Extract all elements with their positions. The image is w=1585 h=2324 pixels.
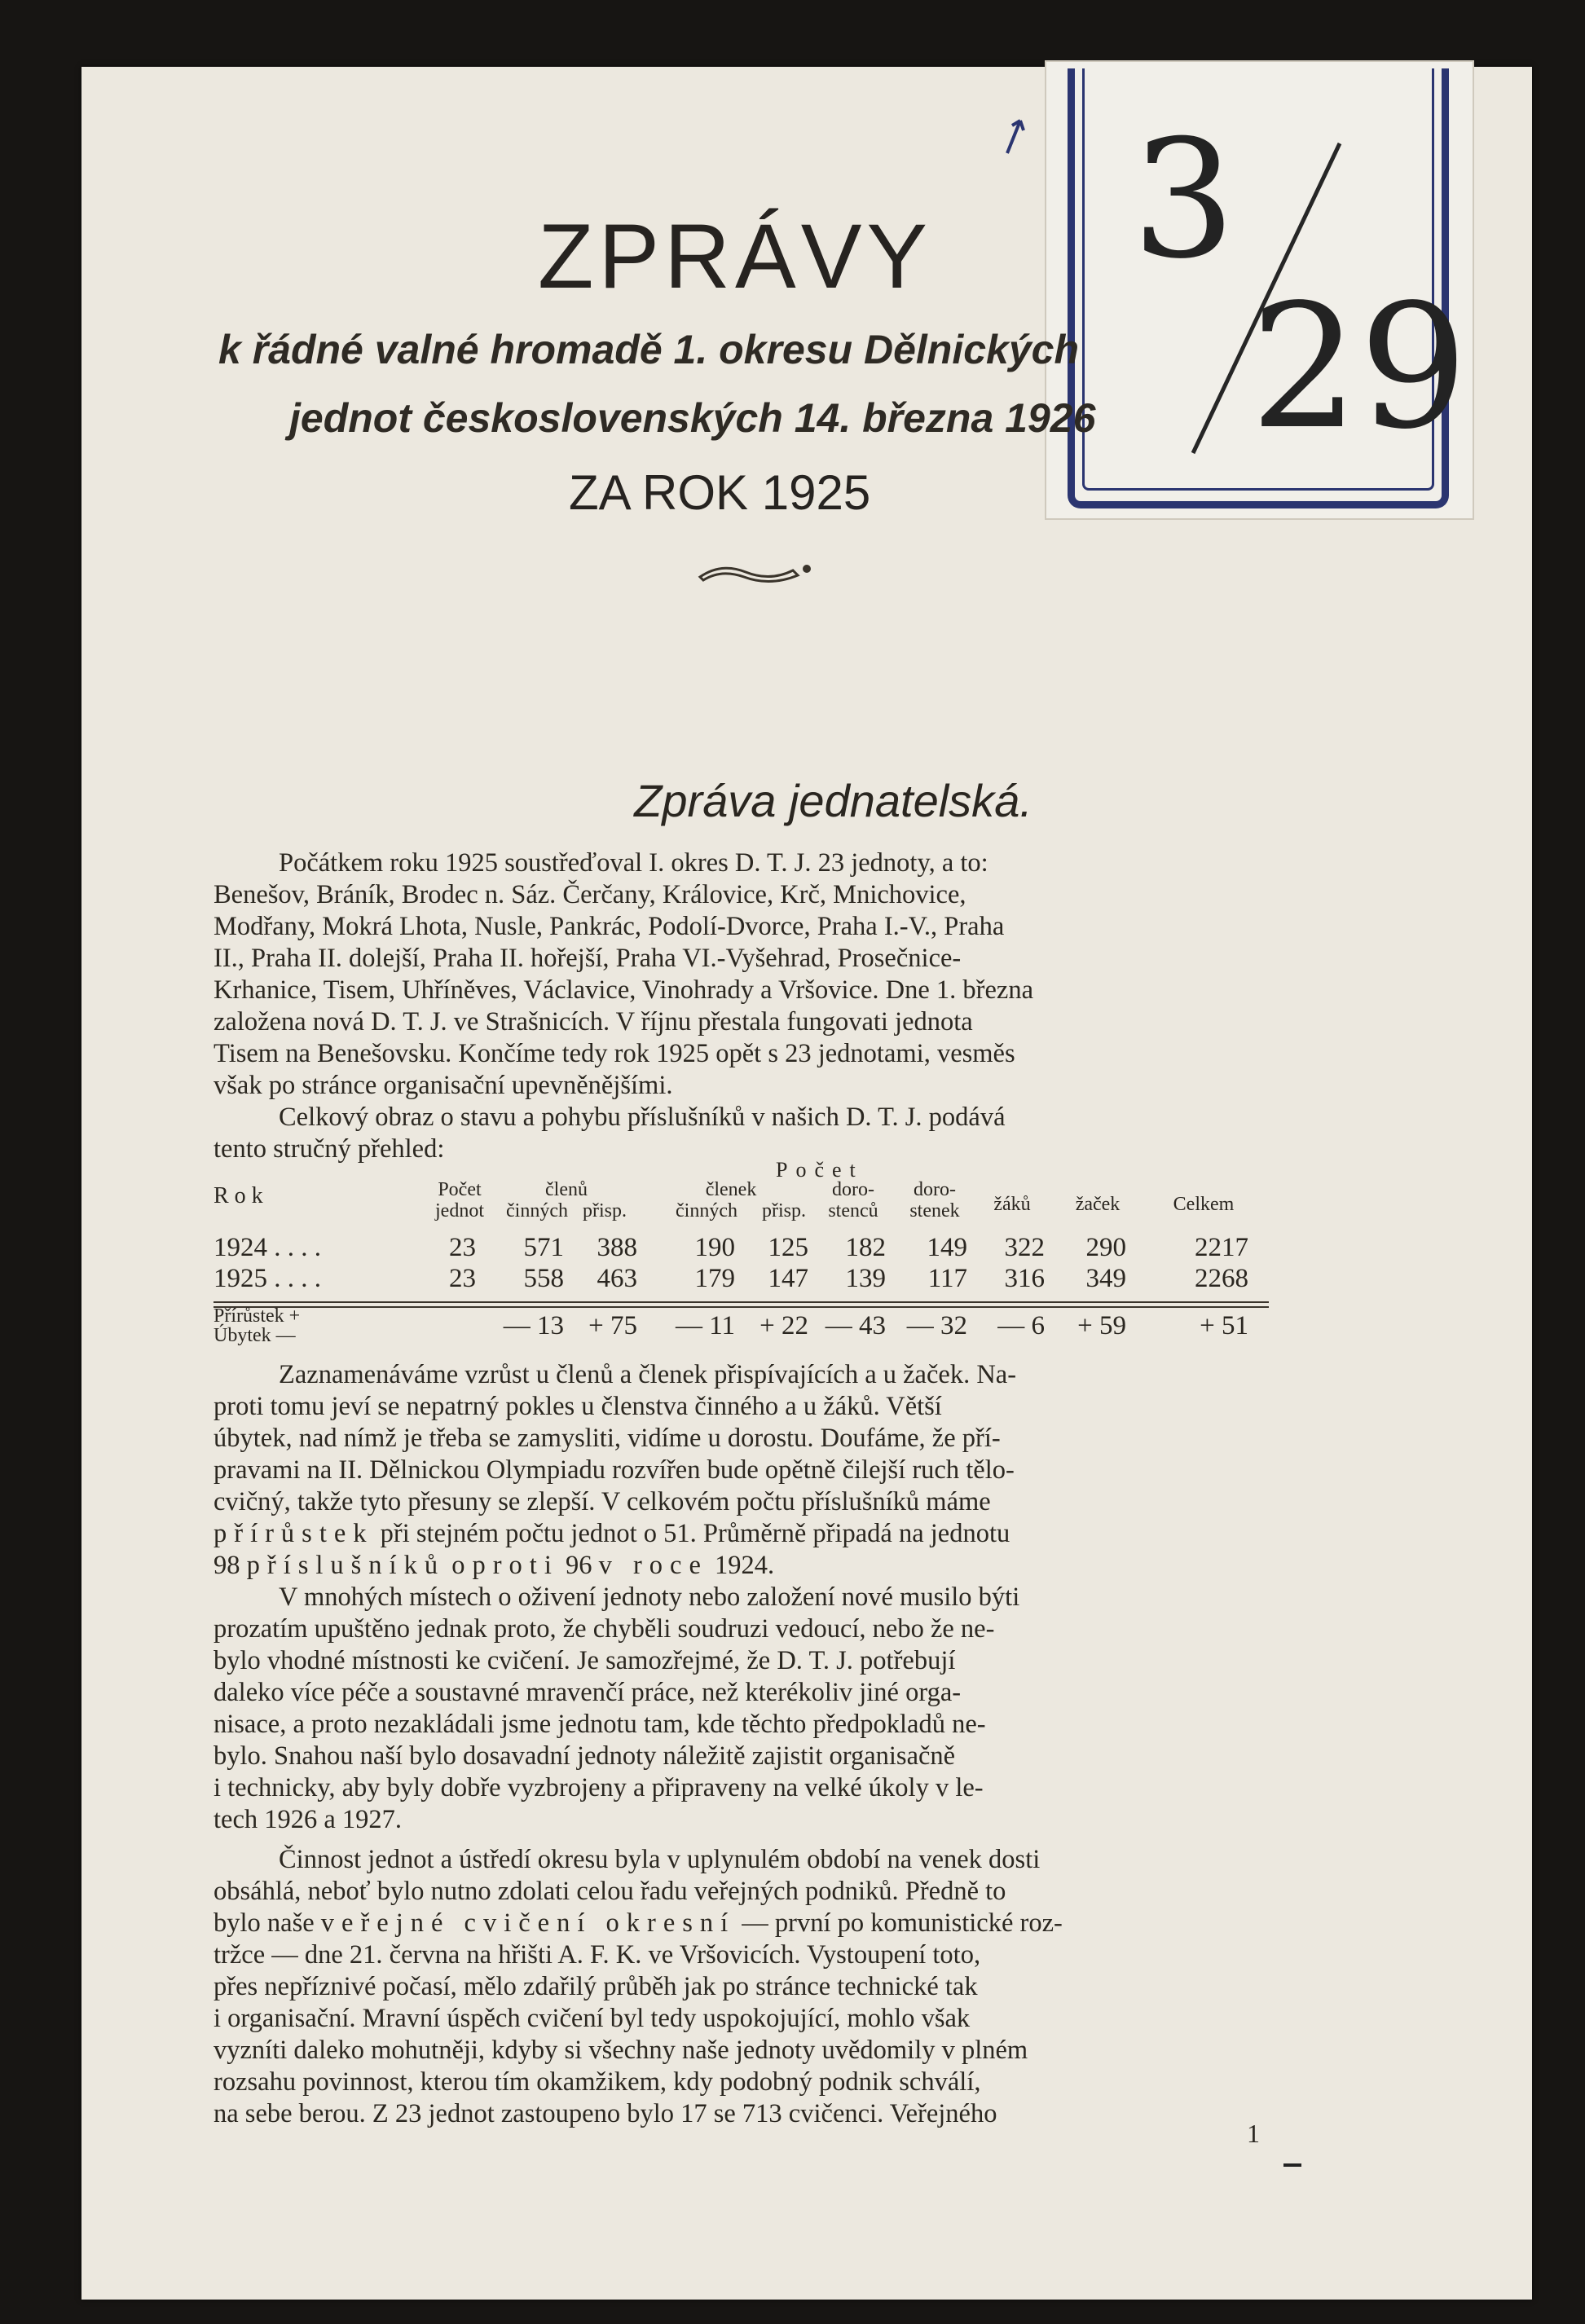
cell-jednot: 23 — [449, 1233, 476, 1262]
para1-line: II., Praha II. dolejší, Praha II. hořejší, Praha VI.-Vyšehrad, Prosečnice- — [214, 944, 962, 973]
cell-diff-zacek: + 59 — [1077, 1311, 1126, 1340]
text: bylo naše — [214, 1908, 321, 1938]
paragraph-3 — [214, 1359, 1265, 2130]
para1-line: Benešov, Bráník, Brodec n. Sáz. Čerčany, Královice, Krč, Mnichovice, — [214, 880, 966, 909]
table-row-diff — [214, 1311, 1269, 1344]
para4-line: tech 1926 a 1927. — [214, 1805, 403, 1834]
col-header-text: Počet — [438, 1179, 482, 1200]
spaced-text: v roce — [598, 1551, 708, 1580]
para3-line — [214, 1550, 1265, 1582]
cell-diff-clenu-prisp: + 75 — [588, 1311, 637, 1340]
cell-dorostencu: 182 — [845, 1233, 886, 1262]
col-header-zacek: žaček — [1075, 1194, 1121, 1215]
para4-line: V mnohých místech o oživení jednoty nebo založení nové musilo býti — [279, 1582, 1020, 1612]
para5-line: přes nepříznivé počasí, mělo zdařilý průběh jak po stránce technické tak — [214, 1972, 978, 2001]
table-row — [214, 1233, 1269, 1265]
cell-zacek: 290 — [1085, 1233, 1126, 1262]
spaced-text: oproti — [451, 1551, 559, 1580]
spaced-text: přírůstek — [214, 1519, 374, 1548]
col-header-jednot — [427, 1179, 492, 1221]
para4-line: prozatím upuštěno jednak proto, že chyběli soudruzi vedoucí, nebo že ne- — [214, 1614, 995, 1644]
text: 96 — [558, 1551, 599, 1580]
cell-diff-dorostenek: — 32 — [906, 1311, 967, 1340]
cell-dorostencu: 139 — [845, 1264, 886, 1293]
table-rule — [214, 1301, 1269, 1303]
col-header-clenu-prisp: přisp. — [583, 1200, 627, 1221]
para1-line: však po stránce organisační upevněnějšími. — [214, 1071, 673, 1100]
cell-clenek-cinnych: 190 — [694, 1233, 735, 1262]
cell-diff-celkem: + 51 — [1200, 1311, 1248, 1340]
col-header-dorostencu — [817, 1179, 890, 1221]
para1-line: Modřany, Mokrá Lhota, Nusle, Pankrác, Podolí-Dvorce, Praha I.-V., Praha — [214, 912, 1005, 941]
col-header-text: stenek — [909, 1200, 960, 1221]
para3-line: Zaznamenáváme vzrůst u členů a členek přispívajících a u žaček. Na- — [279, 1360, 1017, 1389]
para3-line: pravami na II. Dělnickou Olympiadu rozvířen bude opětně čilejší ruch tělo- — [214, 1455, 1015, 1485]
col-header-celkem: Celkem — [1173, 1194, 1235, 1215]
diff-label-decrease: Úbytek — — [214, 1325, 296, 1346]
paragraph-1 — [214, 847, 1265, 1165]
cell-clenu-cinnych: 558 — [523, 1264, 564, 1293]
para4-line: nisace, a proto nezakládali jsme jednotu tam, kde těchto předpokladů ne- — [214, 1710, 986, 1739]
para1-line: založena nová D. T. J. ve Strašnicích. V říjnu přestala fungovati jednota — [214, 1007, 973, 1037]
stamp-top-number: 3 — [1132, 105, 1236, 295]
cell-clenu-prisp: 388 — [597, 1233, 637, 1262]
cell-clenek-prisp: 147 — [768, 1264, 808, 1293]
para1-line: Krhanice, Tisem, Uhříněves, Václavice, Vinohrady a Vršovice. Dne 1. března — [214, 975, 1034, 1005]
cell-diff-zaku: — 6 — [997, 1311, 1045, 1340]
text: — první po komunistické roz- — [735, 1908, 1063, 1938]
para5-line: rozsahu povinnost, kterou tím okamžikem, kdy podobný podnik schválí, — [214, 2067, 981, 2097]
para3-line: proti tomu jeví se nepatrný pokles u členstva činného a u žáků. Větší — [214, 1392, 942, 1421]
col-header-clenu-cinnych: činných — [506, 1200, 568, 1221]
para5-line: Činnost jednot a ústředí okresu byla v uplynulém období na venek dosti — [279, 1845, 1041, 1874]
col-header-dorostenek — [898, 1179, 971, 1221]
section-heading: Zpráva jednatelská. — [634, 775, 1032, 826]
col-header-clenek-prisp: přisp. — [762, 1200, 806, 1221]
spaced-text: příslušníků — [246, 1551, 446, 1580]
cell-zacek: 349 — [1085, 1264, 1126, 1293]
col-header-rok: R o k — [214, 1183, 263, 1208]
cell-year: 1924 . . . . — [214, 1233, 321, 1262]
cell-celkem: 2217 — [1195, 1233, 1248, 1262]
col-header-text: doro- — [832, 1179, 874, 1200]
para4-line: i technicky, aby byly dobře vyzbrojeny a připraveny na velké úkoly v le- — [214, 1773, 984, 1802]
para5-line — [214, 1908, 1265, 1939]
cell-clenek-cinnych: 179 — [694, 1264, 735, 1293]
table-super-header: Počet — [776, 1158, 864, 1182]
cell-year: 1925 . . . . — [214, 1264, 321, 1293]
cell-dorostenek: 149 — [927, 1233, 967, 1262]
para3-line — [214, 1518, 1265, 1550]
cell-zaku: 316 — [1004, 1264, 1045, 1293]
para5-line: vyzníti daleko mohutněji, kdyby si všechny naše jednoty uvědomily v plném — [214, 2036, 1028, 2065]
col-header-text: stenců — [828, 1200, 878, 1221]
para4-line: daleko více péče a soustavné mravenčí práce, než kterékoliv jiné orga- — [214, 1678, 962, 1707]
cell-diff-clenek-cinnych: — 11 — [675, 1311, 735, 1340]
para3-line: úbytek, nad nímž je třeba se zamysliti, vidíme u dorostu. Doufáme, že pří- — [214, 1424, 1001, 1453]
para1-line: Tisem na Benešovsku. Končíme tedy rok 1925 opět s 23 jednotami, vesměs — [214, 1039, 1015, 1068]
table-rule — [214, 1306, 1269, 1308]
para4-line: bylo vhodné místnosti ke cvičení. Je samozřejmé, že D. T. J. potřebují — [214, 1646, 956, 1675]
spaced-text: veřejné cvičení okresní — [320, 1908, 736, 1938]
cell-jednot: 23 — [449, 1264, 476, 1293]
text: 98 — [214, 1551, 247, 1580]
cell-clenu-cinnych: 571 — [523, 1233, 564, 1262]
cell-clenek-prisp: 125 — [768, 1233, 808, 1262]
col-header-clenek-cinnych: činných — [676, 1200, 737, 1221]
para5-line: obsáhlá, neboť bylo nutno zdolati celou řadu veřejných podniků. Předně to — [214, 1877, 1006, 1906]
para4-line: bylo. Snahou naší bylo dosavadní jednoty náležitě zajistit organisačně — [214, 1741, 956, 1771]
decorative-ornament-icon — [697, 554, 819, 587]
cell-zaku: 322 — [1004, 1233, 1045, 1262]
stamp-numbers — [1095, 78, 1468, 486]
report-year: ZA ROK 1925 — [569, 465, 871, 520]
cell-celkem: 2268 — [1195, 1264, 1248, 1293]
subtitle-line-1: k řádné valné hromadě 1. okresu Dělnických — [218, 327, 1080, 372]
col-header-clenu: členů — [545, 1179, 588, 1200]
diff-label-increase: Přírůstek + — [214, 1305, 301, 1327]
page-number: 1 — [1247, 2119, 1260, 2148]
col-header-zaku: žáků — [993, 1194, 1031, 1215]
text: při stejném počtu jednot o 51. Průměrně připadá na jednotu — [373, 1519, 1010, 1548]
para5-line: na sebe berou. Z 23 jednot zastoupeno bylo 17 se 713 cvičenci. Veřejného — [214, 2099, 997, 2128]
cell-diff-clenek-prisp: + 22 — [759, 1311, 808, 1340]
para5-line: tržce — dne 21. června na hřišti A. F. K. ve Vršovicích. Vystoupení toto, — [214, 1940, 981, 1970]
cell-diff-clenu-cinnych: — 13 — [503, 1311, 564, 1340]
page-title: ZPRÁVY — [538, 205, 933, 307]
col-header-text: jednot — [435, 1200, 484, 1221]
cell-clenu-prisp: 463 — [597, 1264, 637, 1293]
margin-mark — [1283, 2163, 1301, 2167]
archive-stamp — [1045, 60, 1474, 520]
para2-line: tento stručný přehled: — [214, 1134, 445, 1164]
stamp-bottom-number: 29 — [1250, 267, 1468, 467]
text: 1924. — [707, 1551, 775, 1580]
para1-line: Počátkem roku 1925 soustřeďoval I. okres D. T. J. 23 jednoty, a to: — [279, 848, 988, 878]
col-header-text: doro- — [914, 1179, 956, 1200]
table-row — [214, 1264, 1269, 1296]
subtitle-line-2: jednot československých 14. března 1926 — [289, 395, 1096, 441]
para2-line: Celkový obraz o stavu a pohybu příslušníků v našich D. T. J. podává — [279, 1103, 1006, 1132]
cell-diff-dorostencu: — 43 — [825, 1311, 886, 1340]
para3-line: cvičný, takže tyto přesuny se zlepší. V celkovém počtu příslušníků máme — [214, 1487, 991, 1516]
cell-dorostenek: 117 — [927, 1264, 967, 1293]
pencil-mark — [1004, 116, 1027, 155]
col-header-clenek: členek — [705, 1179, 757, 1200]
para5-line: i organisační. Mravní úspěch cvičení byl tedy uspokojující, mohlo však — [214, 2004, 971, 2033]
text — [445, 1551, 451, 1580]
